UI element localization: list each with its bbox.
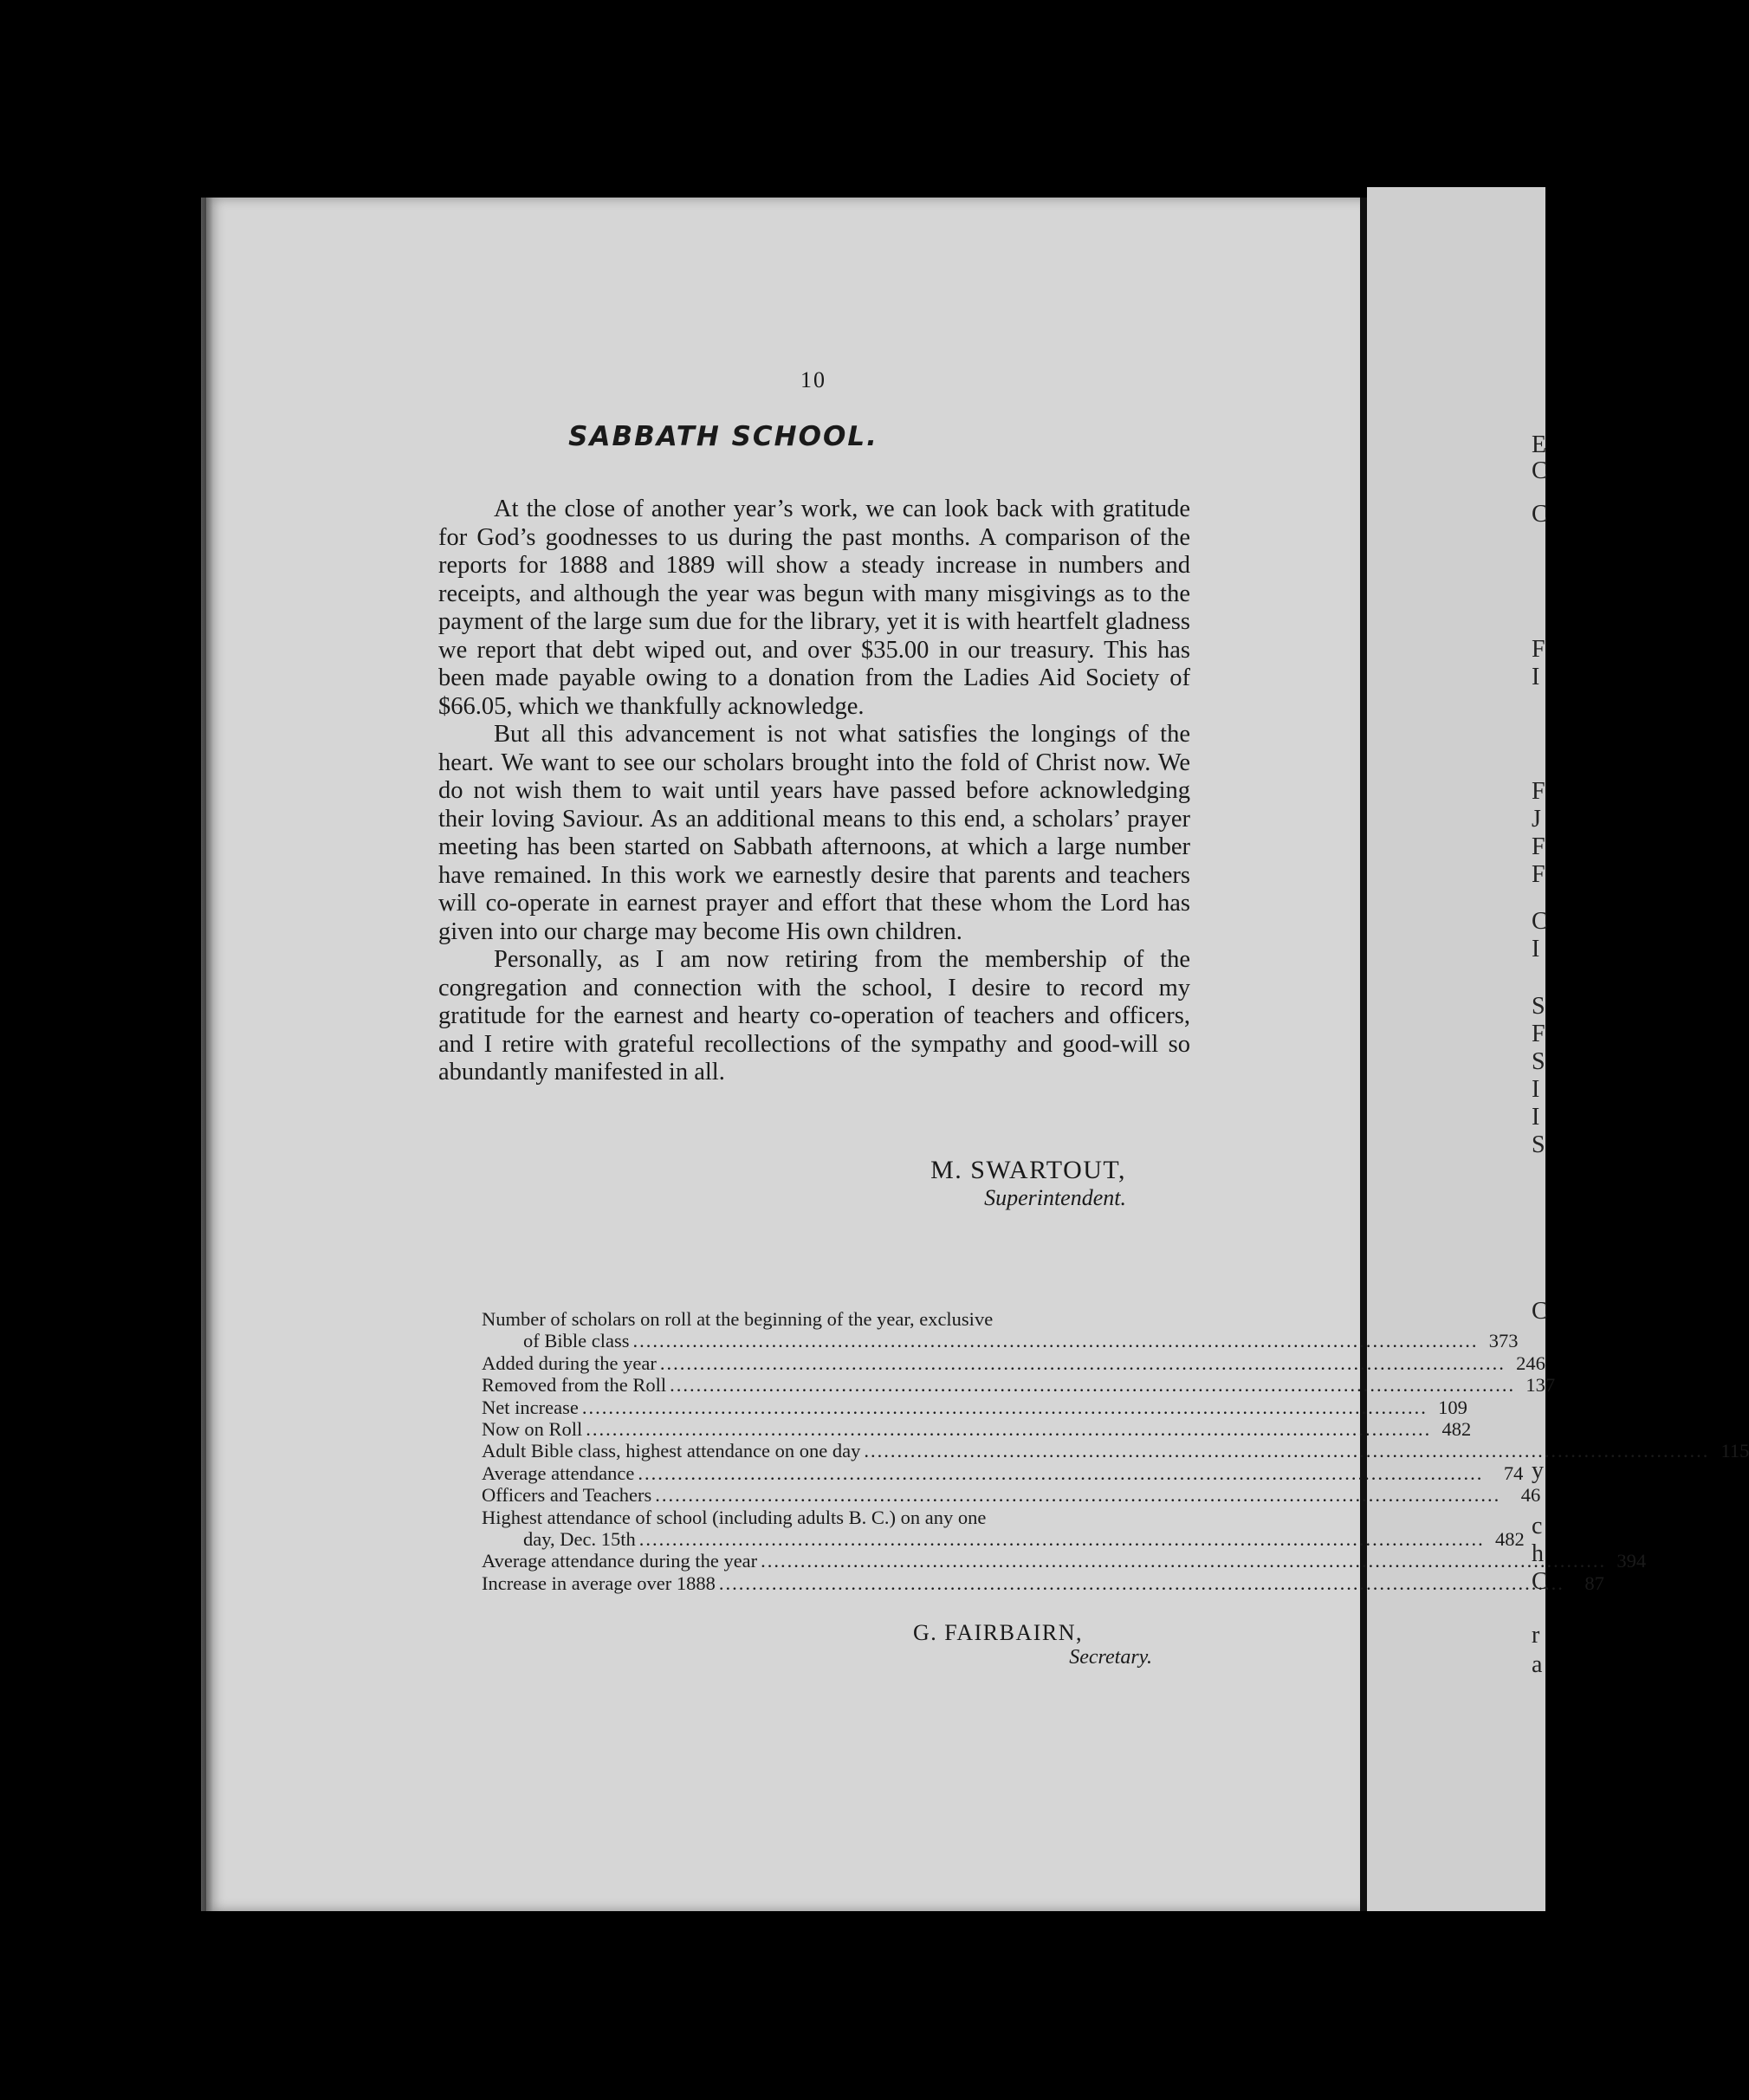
leader-dots bbox=[632, 1330, 1478, 1351]
stat-row bbox=[482, 1550, 1647, 1572]
leader-dots bbox=[582, 1397, 1428, 1418]
leader-dots bbox=[655, 1484, 1500, 1506]
leader-dots bbox=[761, 1550, 1606, 1572]
stat-label: Removed from the Roll bbox=[482, 1374, 667, 1397]
stat-row bbox=[482, 1440, 1749, 1462]
facing-page-letter: C bbox=[1532, 501, 1548, 528]
facing-page-letter: C bbox=[1532, 1568, 1548, 1595]
stat-value: 74 bbox=[1503, 1462, 1524, 1484]
statistics-table bbox=[482, 1308, 1749, 1594]
facing-page-letter: F bbox=[1532, 636, 1545, 663]
leader-dots bbox=[660, 1352, 1506, 1374]
facing-page-letter: I bbox=[1532, 1104, 1540, 1131]
facing-page-letter: F bbox=[1532, 778, 1545, 805]
stat-value: 115 bbox=[1720, 1440, 1749, 1462]
leader-dots bbox=[639, 1528, 1485, 1550]
facing-page-letter: I bbox=[1532, 664, 1540, 690]
paragraph: Personally, as I am now retiring from the membership of the congregation and connection with the school, I desire to record my gratitude for the earnest and hearty co-operation of teachers and officers, and I retire with grateful recollections of the sympathy and good-will so abundantly manifested in all. bbox=[438, 946, 1190, 1086]
leader-dots bbox=[670, 1374, 1515, 1396]
facing-page-letter: S bbox=[1532, 993, 1545, 1020]
stat-value: 394 bbox=[1616, 1550, 1647, 1572]
stat-value: 482 bbox=[1441, 1418, 1472, 1441]
stat-label: Increase in average over 1888 bbox=[482, 1572, 716, 1594]
stat-row bbox=[482, 1572, 1604, 1594]
stat-value: 109 bbox=[1438, 1396, 1467, 1418]
stat-label: Now on Roll bbox=[482, 1418, 583, 1441]
facing-page-letter: F bbox=[1532, 861, 1545, 888]
stat-row bbox=[482, 1330, 1519, 1352]
signature-name: M. SWARTOUT, bbox=[930, 1156, 1126, 1184]
stat-row bbox=[482, 1374, 1556, 1397]
facing-page-letter: I bbox=[1532, 936, 1540, 962]
stat-label: Adult Bible class, highest attendance on one day bbox=[482, 1440, 861, 1462]
stat-label: Net increase bbox=[482, 1396, 579, 1418]
facing-page-letter: E bbox=[1532, 431, 1547, 458]
leader-dots bbox=[719, 1572, 1564, 1594]
book-gutter bbox=[1360, 198, 1367, 1911]
stat-row bbox=[482, 1484, 1541, 1507]
stat-row bbox=[482, 1351, 1545, 1374]
facing-page-letter: F bbox=[1532, 833, 1545, 860]
paragraph: But all this advancement is not what satisfies the longings of the heart. We want to see our scholars brought into the fold of Christ now. We do not wish them to wait until years have passed before acknowledging their loving Saviour. As an additional means to this end, a scholars’ prayer meeting has been started on Sabbath afternoons, at which a large number have remained. In this work we earnestly desire that parents and teachers will co-operate in earnest prayer and effort that these whom the Lord has given into our charge may become His own children. bbox=[438, 721, 1190, 945]
paragraph: At the close of another year’s work, we can look back with gratitude for God’s goodnesses to us during the past months. A comparison of the reports for 1888 and 1889 will show a steady increase in numbers and receipts, and although the year was begun with many misgivings as to the payment of the large sum due for the library, yet it is with heartfelt gladness we report that debt wiped out, and over $35.00 in our treasury. This has been made payable owing to a donation from the Ladies Aid Society of $66.05, which we thankfully acknowledge. bbox=[438, 496, 1190, 720]
facing-page-letter: C bbox=[1532, 908, 1548, 935]
stat-label: Average attendance during the year bbox=[482, 1550, 758, 1572]
stat-label: Average attendance bbox=[482, 1462, 635, 1484]
facing-page-letter: c bbox=[1532, 1513, 1543, 1539]
page-binding-shadow bbox=[201, 198, 213, 1911]
superintendent-signature bbox=[676, 1156, 1126, 1211]
facing-page-letter: S bbox=[1532, 1131, 1545, 1158]
section-title: SABBATH SCHOOL. bbox=[568, 421, 878, 452]
report-body bbox=[438, 496, 1190, 1087]
stat-value: 87 bbox=[1584, 1572, 1604, 1594]
stat-value: 373 bbox=[1488, 1330, 1519, 1352]
facing-page-letter: J bbox=[1532, 806, 1541, 833]
facing-page-letter: F bbox=[1532, 1021, 1545, 1047]
leader-dots bbox=[864, 1440, 1709, 1462]
stat-row bbox=[482, 1462, 1524, 1484]
signature-role: Superintendent. bbox=[984, 1185, 1126, 1210]
facing-page-letter: I bbox=[1532, 1076, 1540, 1103]
facing-page-letter: S bbox=[1532, 1048, 1545, 1075]
signature-name: G. FAIRBAIRN, bbox=[913, 1620, 1083, 1645]
stat-label: Number of scholars on roll at the beginning of the year, exclusive bbox=[482, 1308, 994, 1330]
facing-page-letter: a bbox=[1532, 1651, 1543, 1678]
facing-page-letter: r bbox=[1532, 1622, 1540, 1649]
facing-page-letter: C bbox=[1532, 457, 1548, 484]
stat-label: Highest attendance of school (including adults B. C.) on any one bbox=[482, 1506, 987, 1528]
secretary-signature bbox=[693, 1620, 1152, 1669]
stat-row bbox=[482, 1418, 1472, 1441]
page-number: 10 bbox=[800, 367, 826, 392]
stat-label: Added during the year bbox=[482, 1351, 657, 1374]
leader-dots bbox=[586, 1418, 1431, 1440]
stat-label: Officers and Teachers bbox=[482, 1484, 652, 1507]
leader-dots bbox=[638, 1462, 1483, 1484]
stat-label: day, Dec. 15th bbox=[523, 1528, 636, 1551]
stat-value: 137 bbox=[1526, 1374, 1556, 1397]
facing-page-letter: y bbox=[1532, 1457, 1544, 1484]
stat-row bbox=[482, 1528, 1525, 1551]
signature-role: Secretary. bbox=[1069, 1646, 1152, 1669]
stat-value: 246 bbox=[1516, 1351, 1545, 1374]
facing-page-letter: C bbox=[1532, 1298, 1548, 1325]
stat-value: 46 bbox=[1520, 1484, 1541, 1507]
stat-value: 482 bbox=[1495, 1528, 1525, 1551]
facing-page bbox=[1367, 187, 1548, 1911]
stat-label: of Bible class bbox=[523, 1330, 630, 1352]
facing-page-letter: h bbox=[1532, 1540, 1544, 1567]
stat-row bbox=[482, 1396, 1467, 1418]
